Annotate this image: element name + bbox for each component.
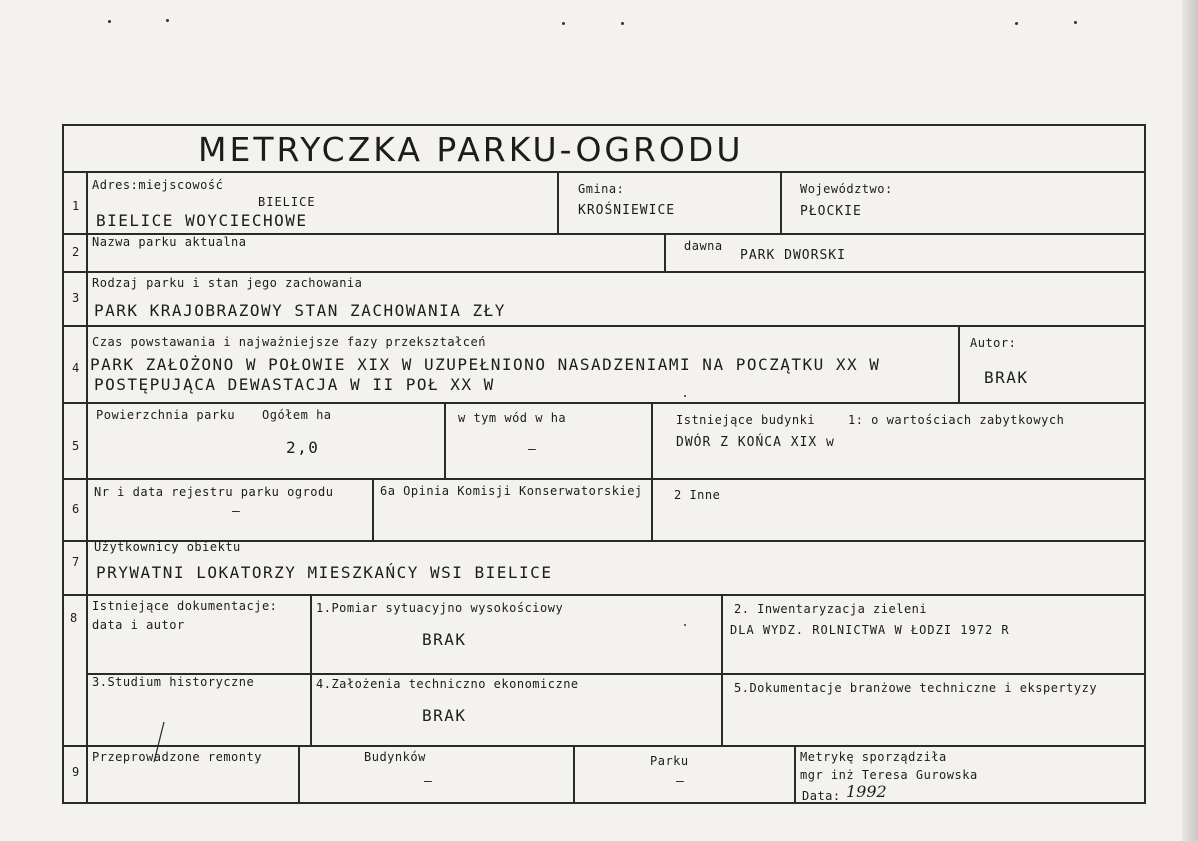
rule — [62, 271, 1146, 273]
rule — [664, 233, 666, 271]
inventory-value: DLA WYDZ. ROLNICTWA W ŁODZI 1972 R — [730, 623, 1010, 637]
users-label: Użytkownicy obiektu — [94, 540, 241, 554]
area-total-label: Ogółem ha — [262, 408, 332, 422]
survey-label: 1.Pomiar sytuacyjno wysokościowy — [316, 601, 564, 615]
rule — [372, 478, 374, 540]
row-number: 2 — [72, 245, 80, 259]
rule — [62, 594, 1146, 596]
history-phases-line-2: POSTĘPUJĄCA DEWASTACJA W II POŁ XX W — [94, 375, 495, 394]
gmina-label: Gmina: — [578, 182, 625, 196]
rule — [573, 745, 575, 804]
rule — [62, 402, 1146, 404]
rule — [62, 745, 1146, 747]
existing-buildings-value: DWÓR Z KOŃCA XIX w — [676, 435, 835, 450]
pen-mark — [150, 720, 170, 764]
rule — [62, 325, 1146, 327]
survey-value: BRAK — [422, 630, 467, 649]
park-type-value: PARK KRAJOBRAZOWY STAN ZACHOWANIA ZŁY — [94, 301, 506, 320]
rule — [794, 745, 796, 804]
repairs-park-value: — — [676, 774, 685, 789]
former-name-value: PARK DWORSKI — [740, 248, 846, 263]
history-phases-label: Czas powstawania i najważniejsze fazy przekształceń — [92, 335, 486, 349]
rule — [651, 402, 653, 478]
row-number: 9 — [72, 765, 80, 779]
row-number: 6 — [72, 502, 80, 516]
date-value: 1992 — [846, 782, 887, 801]
scan-edge — [1182, 0, 1198, 841]
repairs-buildings-label: Budynków — [364, 750, 426, 764]
scan-speck — [562, 22, 565, 25]
row-number: 7 — [72, 555, 80, 569]
scan-speck — [684, 624, 686, 626]
scan-speck — [621, 22, 624, 25]
documentation-sub-label: data i autor — [92, 618, 185, 632]
rule — [62, 171, 1146, 173]
area-label: Powierzchnia parku — [96, 408, 236, 422]
address-value: BIELICE WOYCIECHOWE — [96, 211, 308, 230]
number-column-divider — [86, 171, 88, 804]
repairs-park-label: Parku — [650, 754, 689, 768]
scan-speck — [166, 19, 169, 22]
register-value: — — [232, 504, 241, 519]
rule — [780, 171, 782, 233]
scan-speck — [1074, 21, 1077, 24]
rule — [651, 478, 653, 540]
technical-assumptions-value: BRAK — [422, 706, 467, 725]
inventory-label: 2. Inwentaryzacja zieleni — [734, 602, 928, 616]
rule — [958, 325, 960, 402]
documentation-label: Istniejące dokumentacje: — [92, 599, 278, 613]
repairs-label: Przeprowadzone remonty — [92, 750, 262, 764]
water-area-label: w tym wód w ha — [458, 411, 567, 425]
area-total-value: 2,0 — [286, 438, 320, 457]
wojewodztwo-value: PŁOCKIE — [800, 204, 862, 219]
row-number: 8 — [70, 611, 78, 625]
water-area-value: — — [528, 442, 537, 457]
rule — [298, 745, 300, 804]
rule — [310, 594, 312, 745]
rule — [62, 478, 1146, 480]
prepared-by-value: mgr inż Teresa Gurowska — [800, 768, 978, 782]
rule — [721, 594, 723, 745]
history-phases-line-1: PARK ZAŁOŻONO W POŁOWIE XIX W UZUPEŁNIONO NASADZENIAMI NA POCZĄTKU XX W — [90, 355, 881, 374]
row-number: 1 — [72, 199, 80, 213]
date-label: Data: — [802, 789, 841, 803]
rule — [557, 171, 559, 233]
author-value: BRAK — [984, 368, 1029, 387]
other-label: 2 Inne — [674, 488, 721, 502]
address-label: Adres:miejscowość — [92, 178, 224, 192]
wojewodztwo-label: Województwo: — [800, 182, 893, 196]
historic-buildings-label: 1: o wartościach zabytkowych — [848, 413, 1065, 427]
scan-speck — [684, 395, 686, 397]
park-type-label: Rodzaj parku i stan jego zachowania — [92, 276, 363, 290]
users-value: PRYWATNI LOKATORZY MIESZKAŃCY WSI BIELICE — [96, 563, 553, 582]
repairs-buildings-value: — — [424, 774, 433, 789]
row-number: 3 — [72, 291, 80, 305]
register-label: Nr i data rejestru parku ogrodu — [94, 485, 334, 499]
prepared-by-label: Metrykę sporządziła — [800, 750, 947, 764]
technical-assumptions-label: 4.Założenia techniczno ekonomiczne — [316, 677, 579, 691]
existing-buildings-label: Istniejące budynki — [676, 413, 816, 427]
rule — [444, 402, 446, 478]
scan-speck — [1015, 22, 1018, 25]
park-name-label: Nazwa parku aktualna — [92, 235, 247, 249]
scan-speck — [108, 20, 111, 23]
former-name-label: dawna — [684, 239, 723, 253]
branch-documentation-label: 5.Dokumentacje branżowe techniczne i ekspertyzy — [734, 681, 1098, 695]
conservation-opinion-label: 6a Opinia Komisji Konserwatorskiej — [380, 484, 643, 498]
address-value-small: BIELICE — [258, 195, 316, 209]
gmina-value: KROŚNIEWICE — [578, 203, 676, 218]
page-title: METRYCZKA PARKU-OGRODU — [198, 130, 744, 169]
row-number: 4 — [72, 361, 80, 375]
historical-study-label: 3.Studium historyczne — [92, 675, 255, 689]
author-label: Autor: — [970, 336, 1017, 350]
row-number: 5 — [72, 439, 80, 453]
